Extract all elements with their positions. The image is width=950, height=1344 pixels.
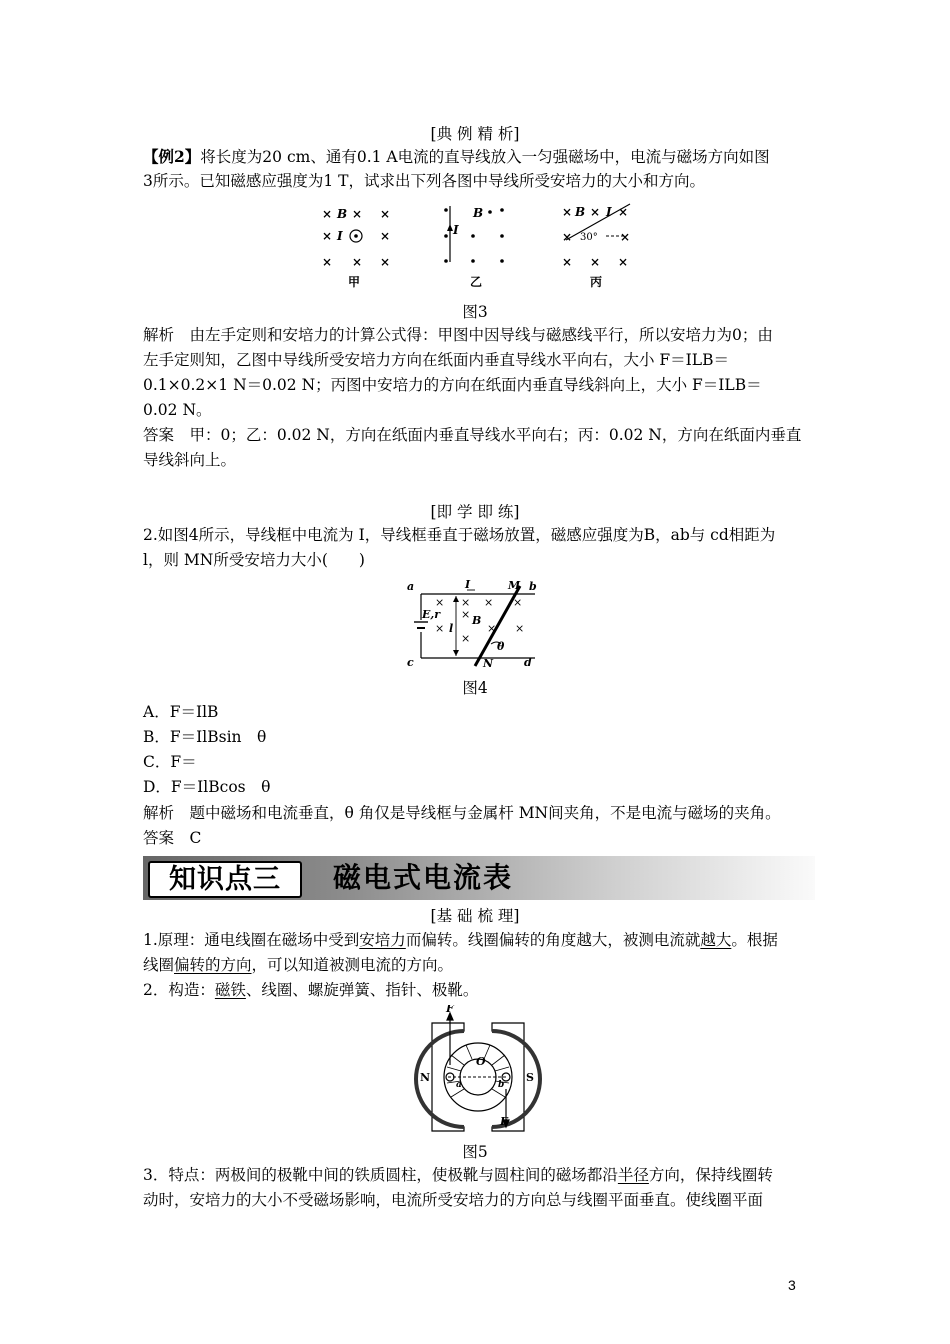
figure-5-label-F-bottom: F <box>500 1115 508 1128</box>
principle-line-1 <box>143 928 778 952</box>
svg-text:I: I <box>606 205 612 219</box>
section-heading-practice: [即 学 即 练] <box>430 503 520 521</box>
figure-3-label-yi: 乙 <box>470 275 483 289</box>
text: 3．特点：两极间的极靴中间的铁质圆柱，使极靴与圆柱间的磁场都沿 <box>143 1166 618 1184</box>
feature-line-2: 动时，安培力的大小不受磁场影响，电流所受安培力的方向总与线圈平面垂直。使线圈平面 <box>143 1191 764 1209</box>
knowledge-point-banner <box>143 856 815 900</box>
label-c: c <box>407 656 414 669</box>
underlined-term: 偏转的方向 <box>174 956 252 974</box>
label-d: d <box>524 656 532 669</box>
label-B: B <box>472 614 482 627</box>
svg-text:×: × <box>352 255 363 269</box>
svg-text:30°: 30° <box>580 232 598 243</box>
analysis-line-2: 左手定则知，乙图中导线所受安培力方向在纸面内垂直导线水平向右，大小 F＝ILB＝ <box>143 351 729 369</box>
banner-box: 知识点三 <box>148 861 302 898</box>
banner-title: 磁电式电流表 <box>333 861 514 894</box>
svg-text:×: × <box>618 255 629 269</box>
svg-text:×: × <box>562 205 573 219</box>
svg-text:×: × <box>461 596 471 609</box>
example-line-2: 3所示。已知磁感应强度为1 T，试求出下列各图中导线所受安培力的大小和方向。 <box>143 172 705 190</box>
text: 方向，保持线圈转 <box>648 1166 773 1184</box>
svg-text:I: I <box>337 229 343 243</box>
svg-text:×: × <box>590 255 601 269</box>
label-N-pole: N <box>420 1071 431 1084</box>
label-b: b <box>529 580 537 593</box>
svg-text:B: B <box>337 207 348 221</box>
option-c: C．F＝ <box>143 753 197 771</box>
text: 2．构造： <box>143 981 215 999</box>
label-l: l <box>449 622 454 635</box>
underlined-term: 安培力 <box>359 931 406 949</box>
label-theta: θ <box>497 640 505 653</box>
svg-text:×: × <box>380 229 391 243</box>
underlined-term: 半径 <box>617 1166 649 1184</box>
label-N: N <box>483 657 494 670</box>
label-b: b <box>498 1080 505 1090</box>
underlined-term: 越大 <box>700 931 732 949</box>
figure-5 <box>412 1005 544 1133</box>
section-heading-example: [典 例 精 析] <box>430 125 520 143</box>
label-S-pole: S <box>526 1071 534 1084</box>
text: 。根据 <box>731 931 778 949</box>
option-d: D．F＝IlBcos θ <box>143 778 271 796</box>
practice-analysis: 解析 题中磁场和电流垂直，θ 角仅是导线框与金属杆 MN间夹角，不是电流与磁场的夹角。 <box>143 804 781 822</box>
feature-line-1 <box>143 1163 773 1187</box>
label-a: a <box>407 580 415 593</box>
analysis-line-3: 0.1×0.2×1 N＝0.02 N；丙图中安培力的方向在纸面内垂直导线斜向上，大小 F＝ILB＝ <box>143 376 762 394</box>
answer-line-2: 导线斜向上。 <box>143 451 237 469</box>
analysis-line-4: 0.02 N。 <box>143 401 212 419</box>
example-label: 【例2】 <box>143 147 201 166</box>
svg-text:B: B <box>575 205 586 219</box>
label-O: O <box>476 1055 486 1068</box>
svg-text:B: B <box>473 206 484 220</box>
question-line-2: l，则 MN所受安培力大小( ) <box>143 551 365 569</box>
svg-text:×: × <box>380 207 391 221</box>
label-F-top: F <box>446 1005 454 1015</box>
structure-line <box>143 978 478 1002</box>
text: 而偏转。线圈偏转的角度越大，被测电流就 <box>405 931 701 949</box>
figure-3-caption: 图3 <box>462 303 488 321</box>
example-line-1 <box>143 145 770 169</box>
page-number: 3 <box>788 1277 796 1293</box>
svg-text:×: × <box>322 207 333 221</box>
label-I: I <box>465 578 471 591</box>
option-a: A．F＝IlB <box>143 703 219 721</box>
svg-text:×: × <box>461 608 471 621</box>
svg-text:×: × <box>461 632 471 645</box>
figure-4-caption: 图4 <box>462 679 488 697</box>
svg-text:×: × <box>487 622 497 635</box>
section-heading-basics: [基 础 梳 理] <box>430 907 520 925</box>
svg-text:×: × <box>562 230 573 244</box>
svg-text:×: × <box>590 205 601 219</box>
svg-text:×: × <box>380 255 391 269</box>
text: 、线圈、螺旋弹簧、指针、极靴。 <box>245 981 479 999</box>
svg-text:×: × <box>515 622 525 635</box>
answer-line-1: 答案 甲：0；乙：0.02 N，方向在纸面内垂直导线水平向右；丙：0.02 N，方向在纸面内垂直 <box>143 426 802 444</box>
svg-text:×: × <box>618 205 629 219</box>
label-M: M <box>508 579 521 592</box>
text: ，可以知道被测电流的方向。 <box>251 956 454 974</box>
svg-text:×: × <box>352 207 363 221</box>
svg-text:×: × <box>322 255 333 269</box>
figure-5-caption: 图5 <box>462 1143 488 1161</box>
svg-text:I: I <box>453 223 459 237</box>
principle-line-2 <box>143 953 453 977</box>
svg-text:×: × <box>484 596 494 609</box>
figure-3-label-jia: 甲 <box>348 275 361 289</box>
svg-text:×: × <box>562 255 573 269</box>
analysis-line-1: 解析 由左手定则和安培力的计算公式得：甲图中因导线与磁感线平行，所以安培力为0；由 <box>143 326 773 344</box>
label-a: a <box>456 1080 462 1090</box>
question-line-1: 2.如图4所示，导线框中电流为 I，导线框垂直于磁场放置，磁感应强度为B，ab与 cd相距为 <box>143 526 776 544</box>
label-Er: E,r <box>422 608 441 621</box>
figure-4 <box>405 578 550 670</box>
svg-text:×: × <box>322 229 333 243</box>
practice-answer: 答案 C <box>143 829 202 847</box>
example-text-1: 将长度为20 cm、通有0.1 A电流的直导线放入一匀强磁场中，电流与磁场方向如图 <box>200 148 770 166</box>
option-b: B．F＝IlBsin θ <box>143 728 267 746</box>
text: 线圈 <box>143 956 175 974</box>
text: 1.原理：通电线圈在磁场中受到 <box>143 931 360 949</box>
svg-text:×: × <box>435 596 445 609</box>
figure-3-label-bing: 丙 <box>590 275 603 289</box>
svg-text:×: × <box>435 622 445 635</box>
svg-text:×: × <box>620 230 631 244</box>
underlined-term: 磁铁 <box>214 981 246 999</box>
svg-text:×: × <box>513 596 523 609</box>
